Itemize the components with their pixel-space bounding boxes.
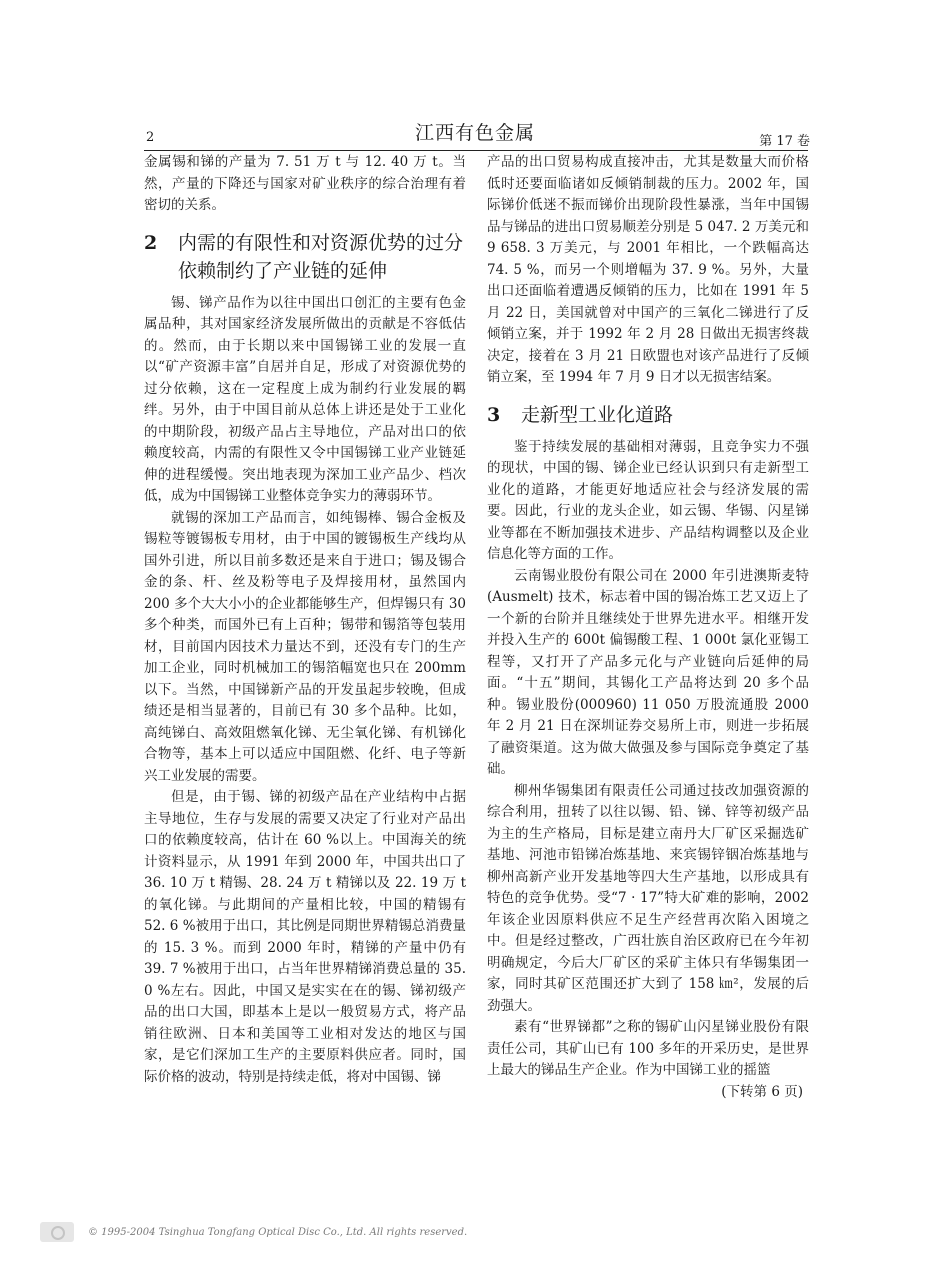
body-paragraph: 柳州华锡集团有限责任公司通过技改加强资源的综合利用，扭转了以往以锡、铅、锑、锌等初级产品为主的生产格局，目标是建立南丹大厂矿区采掘选矿基地、河池市铅锑冶炼基地、来宾锡锌铟冶炼基地与柳州高新产业开发基地等四大生产基地，以形成具有特色的竞争优势。受“7 · 17”特大矿难的影响，2002 年该企业因原料供应不足生产经营再次陷入困境之中。但是经过整改，广西壮族自治区政府已在今年初明确规定，今后大厂矿区的采矿主体只有华锡集团一家，同时其矿区范围还扩大到了 158 ㎞²，发展的后劲强大。 <box>487 782 809 1014</box>
section-3-heading <box>487 401 809 429</box>
journal-title: 江西有色金属 <box>414 122 535 144</box>
section-title: 走新型工业化道路 <box>521 403 674 426</box>
body-paragraph: 但是，由于锡、锑的初级产品在产业结构中占据主导地位，生存与发展的需要又决定了行业对产品出口的依赖度较高，估计在 60 %以上。中国海关的统计资料显示，从 1991 年到 2000 年，中国共出口了 36. 10 万 t 精锡、28. 24 万 t 精锑以及 22. 19 万 t 的氧化锑。与此期间的产量相比较，中国的精锡有 52. 6 %被用于出口，其比例是同期世界精锡总消费量的 15. 3 %。而到 2000 年时，精锑的产量中仍有 39. 7 %被用于出口，占当年世界精锑消费总量的 35. 0 %左右。因此，中国又是实实在在的锡、锑初级产品的出口大国，即基本上是以一般贸易方式，将产品销往欧洲、日本和美国等工业相对发达的地区与国家，是它们深加工生产的主要原料供应者。同时，国际价格的波动，特别是持续走低，将对中国锡、锑 <box>144 789 466 1085</box>
copyright-text: © 1995-2004 Tsinghua Tongfang Optical Disc Co., Ltd. All rights reserved. <box>88 1226 468 1238</box>
continuation-note: (下转第 6 页) <box>721 1083 803 1100</box>
right-intro-paragraph: 产品的出口贸易构成直接冲击，尤其是数量大而价格低时还要面临诸如反倾销制裁的压力。2002 年，国际锑价低迷不振而锑价出现阶段性暴涨，当年中国锡品与锑品的进出口贸易顺差分别是 5 047. 2 万美元和 9 658. 3 万美元，与 2001 年相比，一个跌幅高达 74. 5 %，而另一个则增幅为 37. 9 %。另外，大量出口还面临着遭遇反倾销的压力，比如在 1991 年 5 月 22 日，美国就曾对中国产的三氧化二锑进行了反倾销立案，并于 1992 年 2 月 28 日做出无损害终裁决定，接着在 3 月 21 日欧盟也对该产品进行了反倾销立案，至 1994 年 7 月 9 日才以无损害结案。 <box>487 154 809 385</box>
section-title: 内需的有限性和对资源优势的过分依赖制约了产业链的延伸 <box>178 231 464 282</box>
page-footer <box>40 1222 467 1242</box>
section-number: 2 <box>144 231 158 254</box>
body-paragraph: 素有“世界锑都”之称的锡矿山闪星锑业股份有限责任公司，其矿山已有 100 多年的开采历史，是世界上最大的锑品生产企业。作为中国锑工业的摇篮 <box>487 1019 809 1078</box>
body-paragraph: 就锡的深加工产品而言，如纯锡棒、锡合金板及锡粒等镀锡板专用材，由于中国的镀锡板生产线均从国外引进，所以目前多数还是来自于进口；锡及锡合金的条、杆、丝及粉等电子及焊接用材，虽然国内 200 多个大大小小的企业都能够生产，但焊锡只有 30 多个种类，而国外已有上百种；锡带和锡箔等包装用材，目前国内因技术力量达不到，还没有专门的生产加工企业，同时机械加工的锡箔幅宽也只在 200mm 以下。当然，中国锑新产品的开发虽起步较晚，但成绩还是相当显著的，目前已有 30 多个品种。比如，高纯锑白、高效阻燃氧化锑、无尘氧化锑、有机锑化合物等，基本上可以适应中国阻燃、化纤、电子等新兴工业发展的需要。 <box>144 509 466 784</box>
right-column <box>487 152 809 1103</box>
body-paragraph: 云南锡业股份有限公司在 2000 年引进澳斯麦特 (Ausmelt) 技术，标志着中国的锡冶炼工艺又迈上了一个新的台阶并且继续处于世界先进水平。相继开发并投入生产的 600t 偏锡酸工程、1 000t 氯化亚锡工程等，又打开了产品多元化与产业链向后延伸的局面。“十五”期间，其锡化工产品将达到 20 多个品种。锡业股份(000960) 11 050 万股流通股 2000 年 2 月 21 日在深圳证券交易所上市，则进一步拓展了融资渠道。这为做大做强及参与国际竞争奠定了基础。 <box>487 567 809 777</box>
section-number: 3 <box>487 403 501 426</box>
section-2-heading <box>144 229 466 285</box>
publisher-logo-icon <box>40 1222 74 1242</box>
body-paragraph: 锡、锑产品作为以往中国出口创汇的主要有色金属品种，其对国家经济发展所做出的贡献是不容低估的。然而，由于长期以来中国锡锑工业的发展一直以“矿产资源丰富”自居并自足，形成了对资源优势的过分依赖，这在一定程度上成为制约行业发展的羁绊。另外，由于中国目前从总体上讲还是处于工业化的中期阶段，初级产品占主导地位，产品对出口的依赖度较高，内需的有限性又令中国锡锑工业产业链延伸的进程缓慢。突出地表现为深加工业产品少、档次低，成为中国锡锑工业整体竞争实力的薄弱环节。 <box>144 294 466 504</box>
left-intro-paragraph: 金属锡和锑的产量为 7. 51 万 t 与 12. 40 万 t。当然，产量的下降还与国家对矿业秩序的综合治理有着密切的关系。 <box>144 154 466 213</box>
header-rule <box>144 150 808 151</box>
body-paragraph: 鉴于持续发展的基础相对薄弱，且竞争实力不强的现状，中国的锡、锑企业已经认识到只有走新型工业化的道路，才能更好地适应社会与经济发展的需要。因此，行业的龙头企业，如云锡、华锡、闪星锑业等都在不断加强技术进步、产品结构调整以及企业信息化等方面的工作。 <box>487 438 809 562</box>
page-number: 2 <box>146 130 155 145</box>
left-column <box>144 152 466 1088</box>
volume-label: 第 17 卷 <box>759 134 810 149</box>
